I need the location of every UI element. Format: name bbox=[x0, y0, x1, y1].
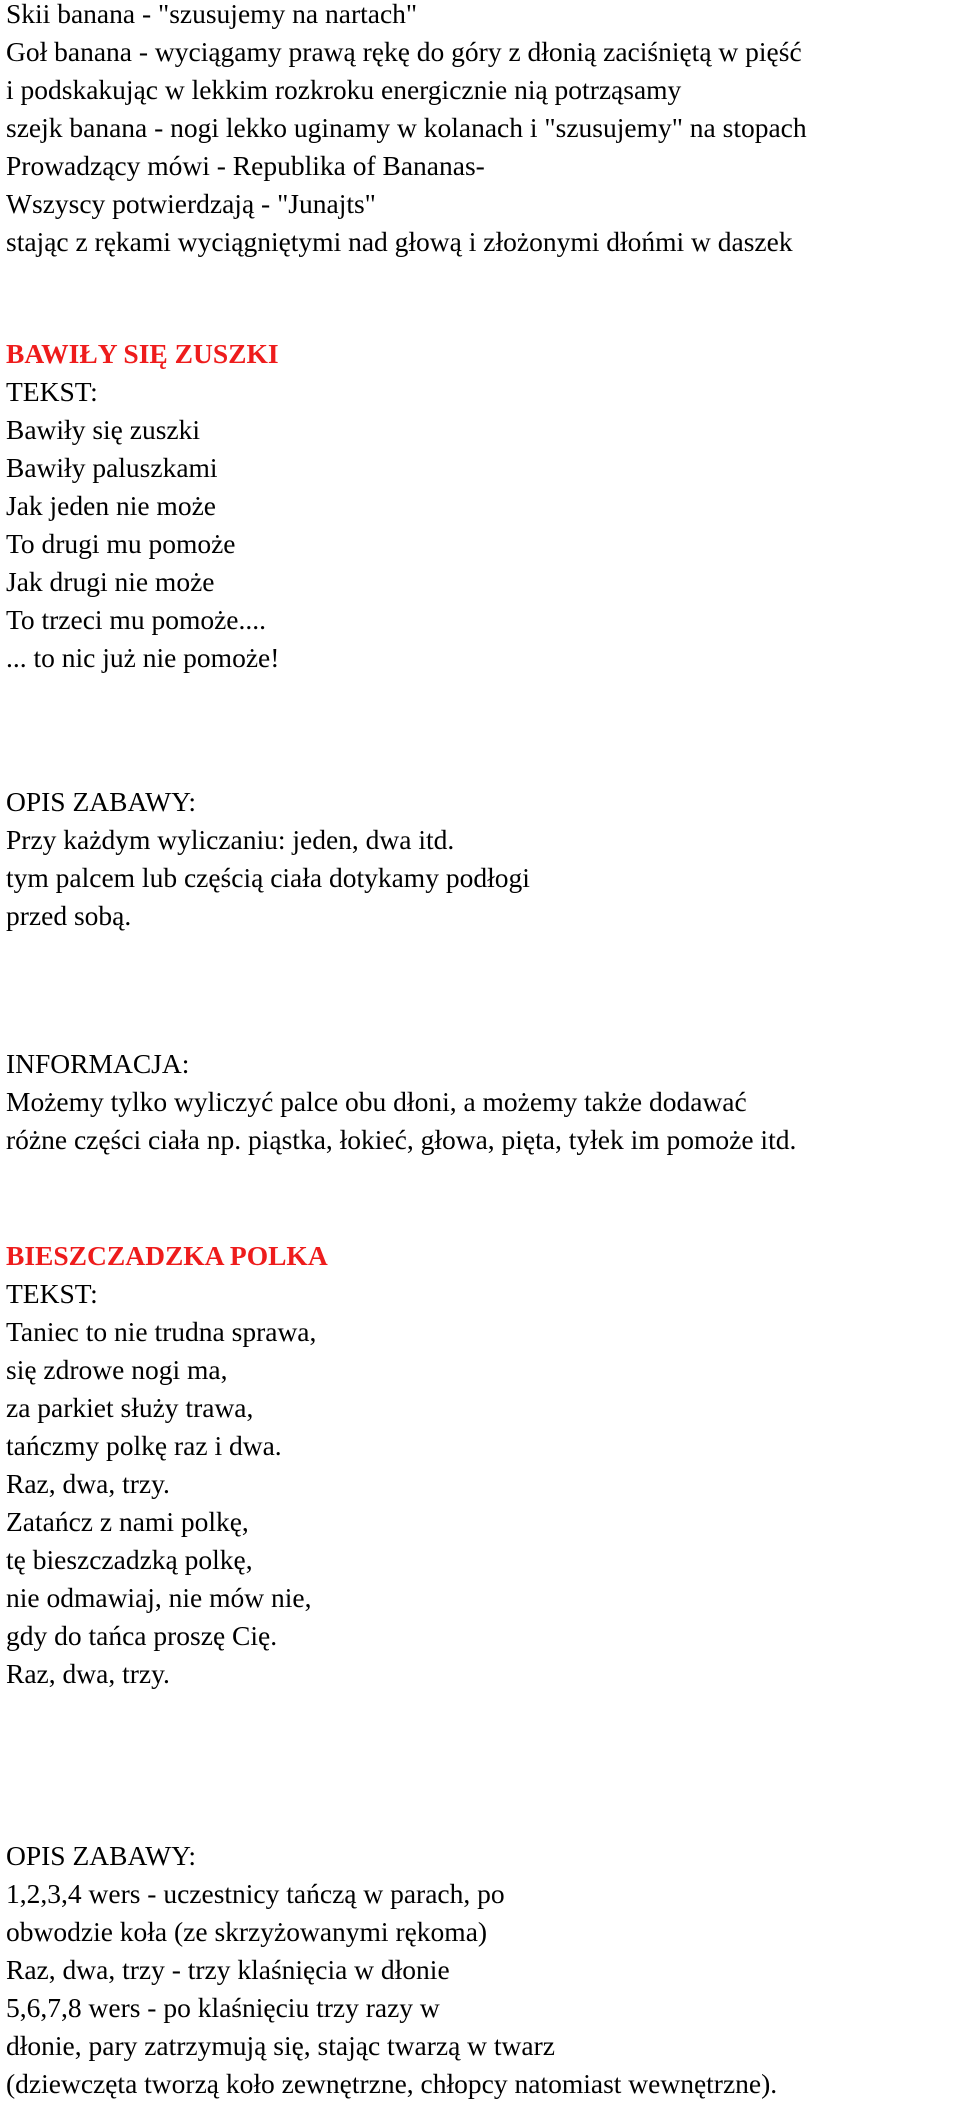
intro-line: Wszyscy potwierdzają - "Junajts" bbox=[6, 188, 376, 219]
opis-line: dłonie, pary zatrzymują się, stając twarzą w twarz bbox=[6, 2030, 555, 2061]
lyric-line: Zatańcz z nami polkę, bbox=[6, 1506, 249, 1537]
opis-label: OPIS ZABAWY: bbox=[6, 1840, 197, 1871]
lyric-line: tę bieszczadzką polkę, bbox=[6, 1544, 253, 1575]
opis-line: 5,6,7,8 wers - po klaśnięciu trzy razy w bbox=[6, 1992, 440, 2023]
lyric-line: nie odmawiaj, nie mów nie, bbox=[6, 1582, 312, 1613]
lyric-line: Jak jeden nie może bbox=[6, 490, 216, 521]
info-line: Możemy tylko wyliczyć palce obu dłoni, a możemy także dodawać bbox=[6, 1086, 747, 1117]
opis-line: obwodzie koła (ze skrzyżowanymi rękoma) bbox=[6, 1916, 488, 1947]
lyric-line: Raz, dwa, trzy. bbox=[6, 1658, 170, 1689]
intro-line: Skii banana - "szusujemy na nartach" bbox=[6, 0, 418, 29]
intro-line: i podskakując w lekkim rozkroku energicznie nią potrząsamy bbox=[6, 74, 682, 105]
intro-line: Goł banana - wyciągamy prawą rękę do góry z dłonią zaciśniętą w pięść bbox=[6, 36, 802, 67]
lyric-line: Bawiły się zuszki bbox=[6, 414, 200, 445]
section-title-polka: BIESZCZADZKA POLKA bbox=[6, 1240, 328, 1271]
text-label: TEKST: bbox=[6, 376, 98, 407]
section-title-zuszki: BAWIŁY SIĘ ZUSZKI bbox=[6, 338, 279, 369]
opis-label: OPIS ZABAWY: bbox=[6, 786, 197, 817]
opis-line: Raz, dwa, trzy - trzy klaśnięcia w dłonie bbox=[6, 1954, 450, 1985]
intro-line: stając z rękami wyciągniętymi nad głową i złożonymi dłońmi w daszek bbox=[6, 226, 793, 257]
opis-line: 1,2,3,4 wers - uczestnicy tańczą w parach, po bbox=[6, 1878, 505, 1909]
lyric-line: ... to nic już nie pomoże! bbox=[6, 642, 280, 673]
lyric-line: To trzeci mu pomoże.... bbox=[6, 604, 267, 635]
lyric-line: Jak drugi nie może bbox=[6, 566, 215, 597]
text-label: TEKST: bbox=[6, 1278, 98, 1309]
lyric-line: się zdrowe nogi ma, bbox=[6, 1354, 228, 1385]
lyric-line: gdy do tańca proszę Cię. bbox=[6, 1620, 278, 1651]
opis-line: przed sobą. bbox=[6, 900, 132, 931]
lyric-line: za parkiet służy trawa, bbox=[6, 1392, 254, 1423]
lyric-line: Taniec to nie trudna sprawa, bbox=[6, 1316, 317, 1347]
info-line: różne części ciała np. piąstka, łokieć, głowa, pięta, tyłek im pomoże itd. bbox=[6, 1124, 797, 1155]
lyric-line: Bawiły paluszkami bbox=[6, 452, 218, 483]
opis-line: (dziewczęta tworzą koło zewnętrzne, chłopcy natomiast wewnętrzne). bbox=[6, 2068, 778, 2099]
lyric-line: To drugi mu pomoże bbox=[6, 528, 236, 559]
opis-line: Przy każdym wyliczaniu: jeden, dwa itd. bbox=[6, 824, 455, 855]
intro-line: szejk banana - nogi lekko uginamy w kolanach i "szusujemy" na stopach bbox=[6, 112, 807, 143]
lyric-line: Raz, dwa, trzy. bbox=[6, 1468, 170, 1499]
lyric-line: tańczmy polkę raz i dwa. bbox=[6, 1430, 282, 1461]
intro-line: Prowadzący mówi - Republika of Bananas- bbox=[6, 150, 485, 181]
opis-line: tym palcem lub częścią ciała dotykamy podłogi bbox=[6, 862, 530, 893]
info-label: INFORMACJA: bbox=[6, 1048, 190, 1079]
